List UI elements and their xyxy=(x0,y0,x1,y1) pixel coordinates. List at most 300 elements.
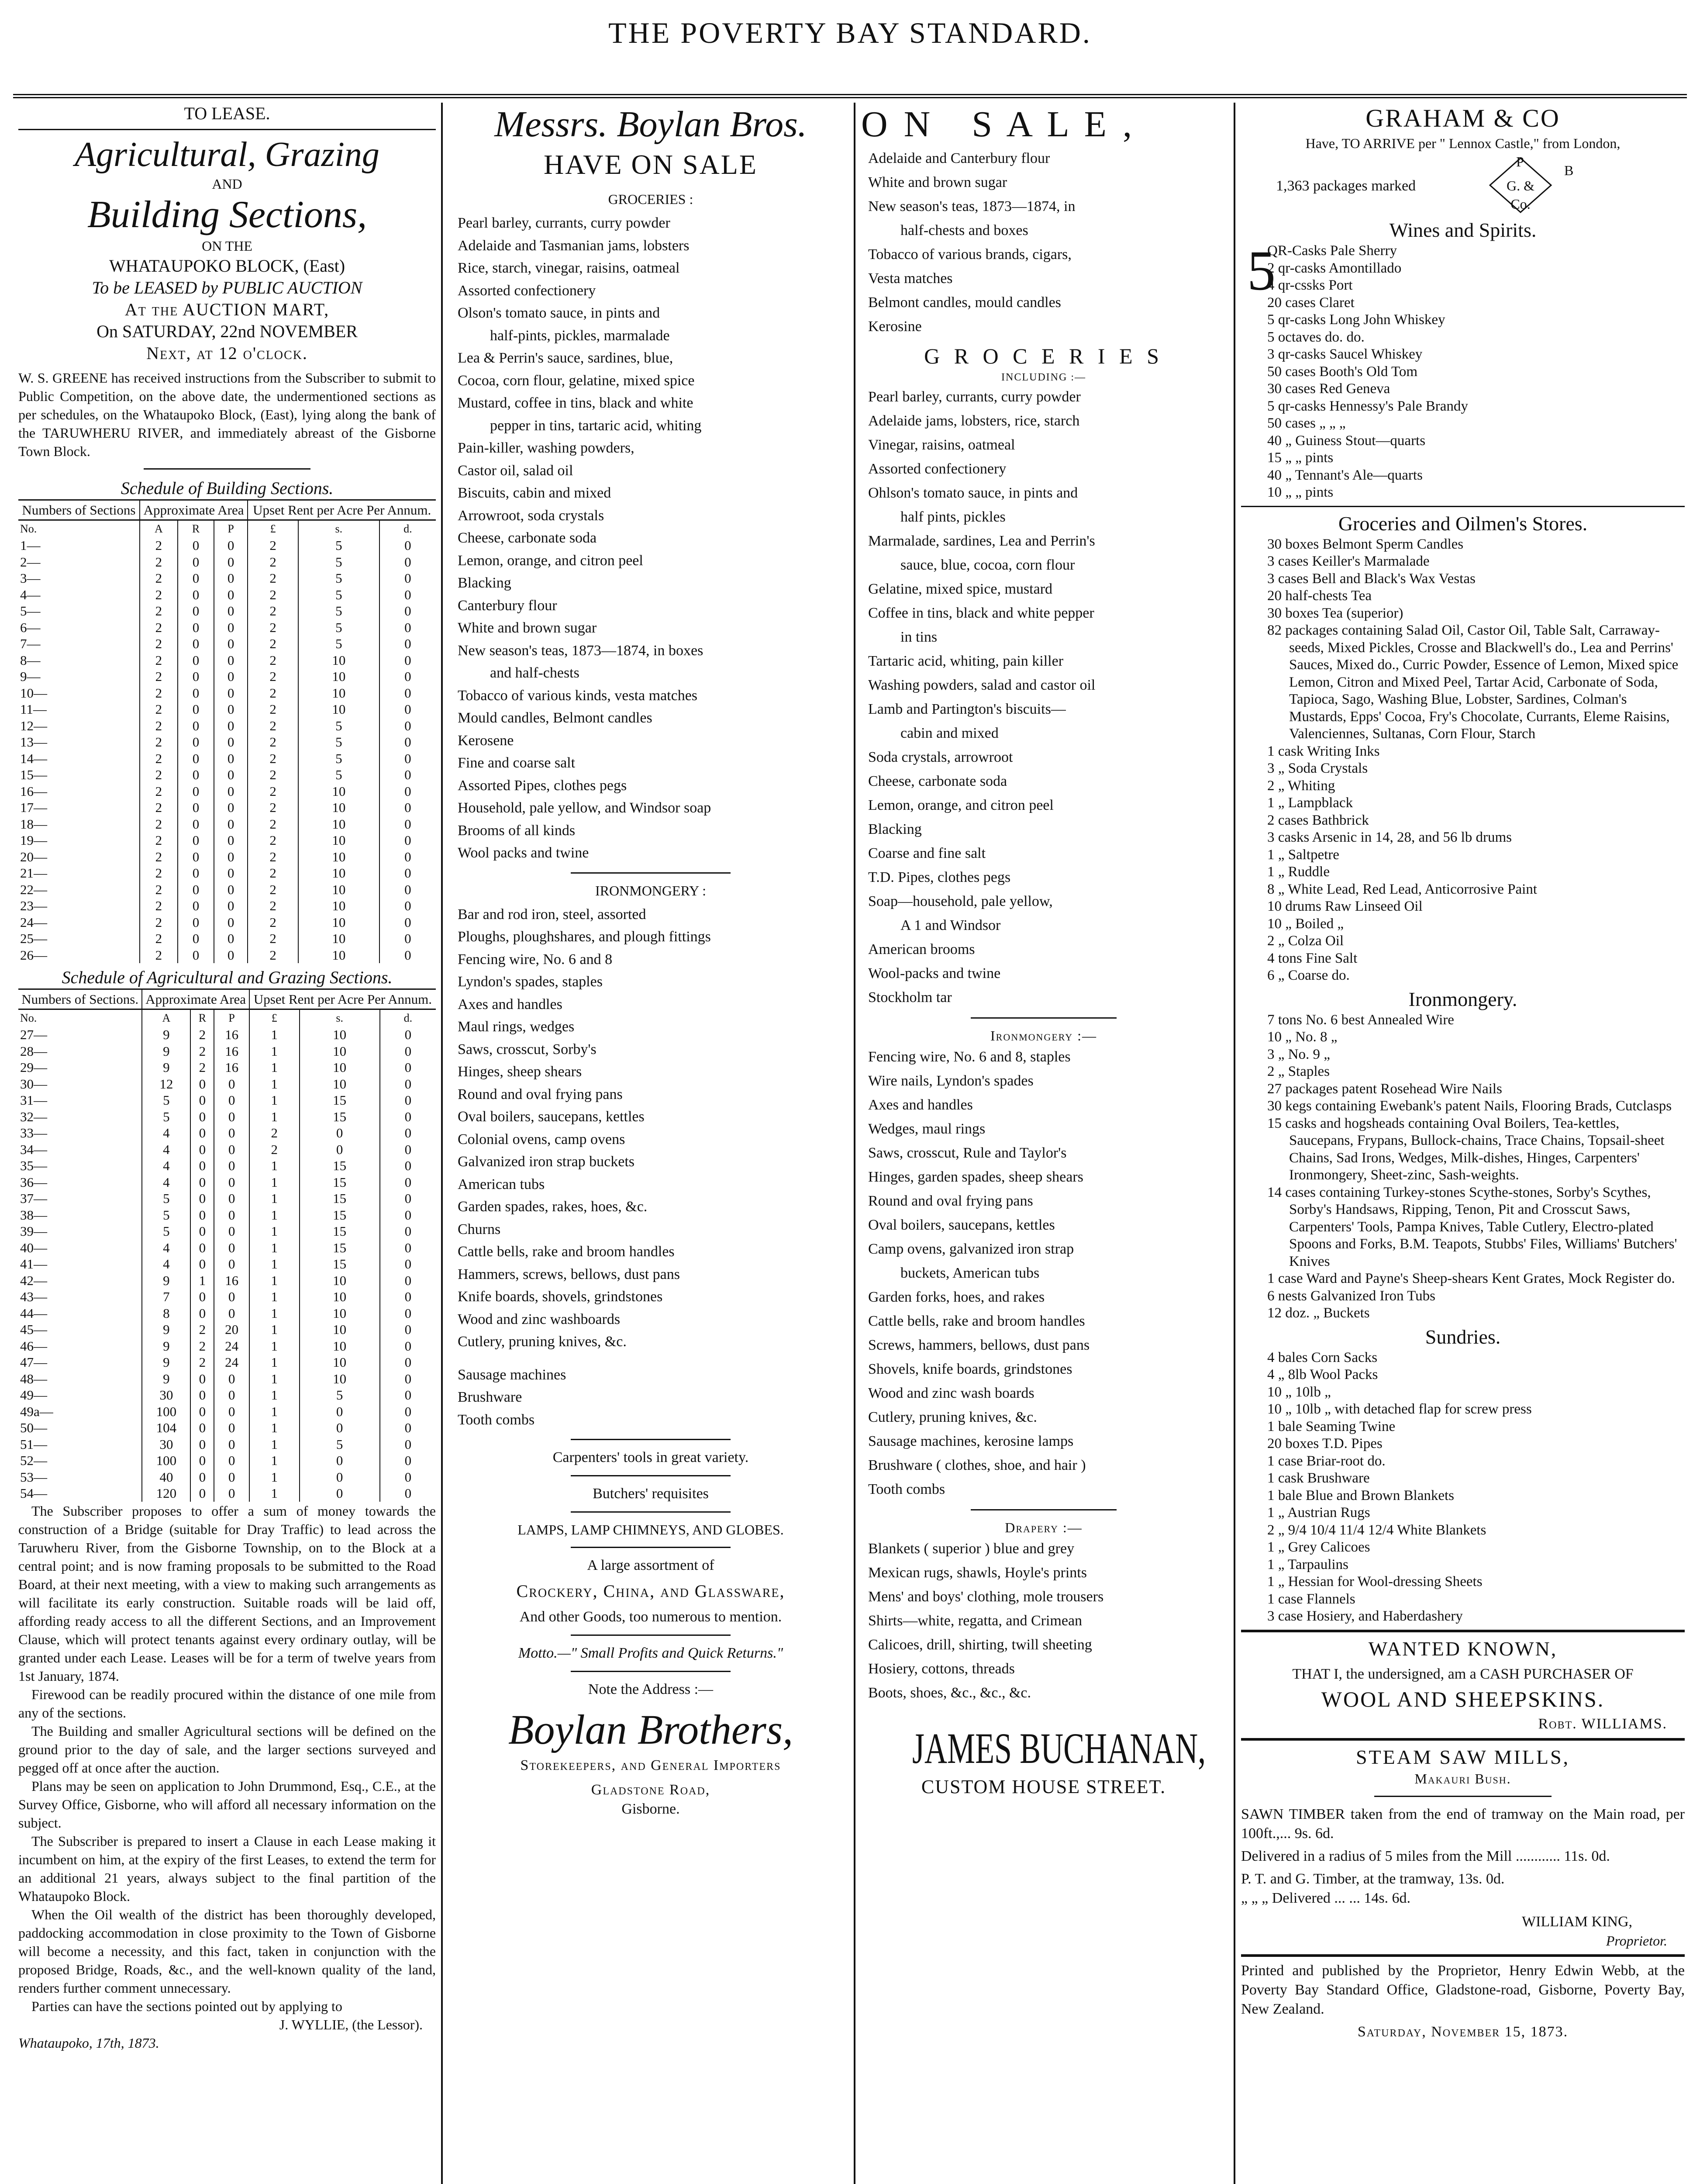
table-cell: 0 xyxy=(214,1420,249,1436)
table-cell: 1 xyxy=(249,1158,300,1174)
table-cell: 16— xyxy=(20,783,47,799)
list-item: Blankets ( superior ) blue and grey xyxy=(868,1541,1075,1557)
table-cell: 2 xyxy=(140,652,178,669)
table-cell: 104 xyxy=(142,1420,190,1436)
table-cell: 5 xyxy=(298,734,379,750)
lease-title-and: AND xyxy=(212,176,242,192)
list-item: 14 cases containing Turkey-stones Scythe-stones, Sorby's Scythes, Sorby's Handsaws, Ripping, Tenon, Pit and Crosscut Saws, Carpenters' Tools, Pampa Knives, Table Cutlery, Electro-plated Spoons and Forks, B.M. Teapots, Stubbs' Files, Williams' Butchers' Knives xyxy=(1267,1184,1677,1269)
proprietor-label: Proprietor. xyxy=(1606,1932,1667,1949)
list-item: Cattle bells, rake and broom handles xyxy=(458,1244,675,1260)
buchanan-footer-name: JAMES BUCHANAN, xyxy=(912,1724,1206,1773)
table-cell: 0 xyxy=(380,1305,436,1322)
table-cell: 0 xyxy=(214,1109,249,1125)
list-item: 10 „ No. 8 „ xyxy=(1267,1029,1338,1045)
table-row xyxy=(18,1092,436,1109)
table-cell: 0 xyxy=(379,767,436,783)
table-row xyxy=(18,1272,436,1289)
table-cell: 0 xyxy=(214,881,248,898)
table-row xyxy=(18,799,436,816)
table-cell: 35— xyxy=(20,1158,47,1173)
table-cell: 0 xyxy=(190,1420,214,1436)
groceries-heading: Groceries and Oilmen's Stores. xyxy=(1338,512,1588,535)
table-cell: 100 xyxy=(142,1403,190,1420)
list-item: Fencing wire, No. 6 and 8 xyxy=(458,951,613,968)
table-row xyxy=(18,1109,436,1125)
table-cell: 10 xyxy=(298,914,379,931)
table-cell: 1 xyxy=(249,1305,300,1322)
ironmongery-list xyxy=(861,1045,1226,1501)
table-row xyxy=(18,1403,436,1420)
list-item: 20 boxes T.D. Pipes xyxy=(1267,1436,1383,1451)
table-row xyxy=(18,1371,436,1387)
table-cell: 14— xyxy=(20,750,47,766)
table-cell: 0 xyxy=(214,1092,249,1109)
table-cell: 0 xyxy=(178,930,214,947)
list-item: Assorted confectionery xyxy=(868,461,1007,477)
wines-list xyxy=(1241,239,1685,501)
list-item: 30 boxes Belmont Sperm Candles xyxy=(1267,536,1464,552)
list-item: 40 „ Tennant's Ale—quarts xyxy=(1267,467,1423,483)
table-cell: 2 xyxy=(140,783,178,800)
table-cell: 0 xyxy=(380,1354,436,1371)
table-cell: 0 xyxy=(380,1436,436,1453)
list-item: 30 cases Red Geneva xyxy=(1267,381,1390,397)
list-item: in tins xyxy=(900,629,938,645)
table-cell: 2 xyxy=(190,1321,214,1338)
table-cell: 0 xyxy=(190,1289,214,1305)
table-cell: 2— xyxy=(20,554,41,570)
list-item: pepper in tins, tartaric acid, whiting xyxy=(490,417,702,434)
table-cell: 0 xyxy=(214,1190,249,1207)
table-cell: 10 xyxy=(298,832,379,849)
table-cell: 0 xyxy=(214,767,248,783)
list-item: 1 cask Writing Inks xyxy=(1267,743,1380,759)
list-item: 27 packages patent Rosehead Wire Nails xyxy=(1267,1081,1502,1097)
wines-block xyxy=(1241,239,1685,501)
list-item: 2 „ Colza Oil xyxy=(1267,933,1344,949)
table-cell: 2 xyxy=(190,1043,214,1060)
boylan-footer-name: Boylan Brothers, xyxy=(508,1706,793,1753)
list-item: Saws, crosscut, Sorby's xyxy=(458,1041,597,1057)
table-cell: 0 xyxy=(380,1092,436,1109)
table-cell: 0 xyxy=(379,587,436,603)
table-cell: 25— xyxy=(20,931,47,946)
table-cell: 0 xyxy=(178,816,214,833)
table-cell: 10 xyxy=(300,1354,380,1371)
table-cell: 0 xyxy=(380,1026,436,1043)
list-item: Assorted Pipes, clothes pegs xyxy=(458,777,627,794)
on-sale-heading: O N S A L E , xyxy=(861,104,1135,145)
table-cell: 7— xyxy=(20,636,41,651)
table-cell: 20 xyxy=(214,1321,249,1338)
table-row xyxy=(18,783,436,800)
table-cell: 0 xyxy=(214,1403,249,1420)
list-item: Gelatine, mixed spice, mustard xyxy=(868,581,1053,597)
table-cell: 46— xyxy=(20,1338,47,1354)
list-item: Lea & Perrin's sauce, sardines, blue, xyxy=(458,350,673,366)
table-cell: 0 xyxy=(214,1256,249,1272)
list-item: American tubs xyxy=(458,1176,545,1192)
table-cell: 2 xyxy=(248,636,298,652)
list-item: 20 cases Claret xyxy=(1267,294,1355,311)
table-cell: 2 xyxy=(140,636,178,652)
table-row xyxy=(18,767,436,783)
table-cell: 10 xyxy=(300,1043,380,1060)
column-buchanan xyxy=(856,103,1231,2184)
list-item: 1 „ Tarpaulins xyxy=(1267,1556,1348,1572)
mark-p: P xyxy=(1516,154,1524,169)
list-item: Round and oval frying pans xyxy=(868,1193,1033,1209)
table-cell: 2 xyxy=(248,849,298,865)
list-item: Wool packs and twine xyxy=(458,845,589,861)
table-cell: 9 xyxy=(142,1354,190,1371)
sawn-timber: SAWN TIMBER taken from the end of tramway on the Main road, per 100ft.,... 9s. 6d. xyxy=(1241,1806,1685,1842)
table-header: Numbers of Sections. xyxy=(18,989,142,1009)
list-item: 1 „ Lampblack xyxy=(1267,795,1353,811)
table-cell: 0 xyxy=(190,1240,214,1256)
list-item: 30 boxes Tea (superior) xyxy=(1267,605,1403,621)
ironmongery-list xyxy=(1241,1012,1685,1322)
list-item: Ploughs, ploughshares, and plough fittings xyxy=(458,929,711,945)
table-row xyxy=(18,718,436,734)
table-cell: 2 xyxy=(140,930,178,947)
list-item: 1 case Briar-root do. xyxy=(1267,1453,1386,1469)
packages-label: 1,363 packages marked xyxy=(1276,178,1416,194)
table-cell: 2 xyxy=(248,685,298,702)
table-cell: 0 xyxy=(178,767,214,783)
table-cell: 0 xyxy=(380,1076,436,1092)
boylan-footer-line: Storekeepers, and General Importers xyxy=(520,1757,781,1773)
mark-b: B xyxy=(1564,162,1574,178)
table-cell: 0 xyxy=(380,1207,436,1223)
groceries-list xyxy=(861,385,1226,1009)
table-cell: 9 xyxy=(142,1059,190,1076)
list-item: Castor oil, salad oil xyxy=(458,462,573,479)
list-item: 2 qr-casks Amontillado xyxy=(1267,260,1402,276)
list-item: Coffee in tins, black and white pepper xyxy=(868,605,1094,621)
table-cell: 0 xyxy=(300,1420,380,1436)
table-row xyxy=(18,1059,436,1076)
table-cell: 10 xyxy=(300,1338,380,1355)
table-cell: 0 xyxy=(380,1387,436,1403)
table-cell: 12— xyxy=(20,718,47,733)
list-item: Tobacco of various brands, cigars, xyxy=(868,246,1072,263)
table-cell: 4 xyxy=(142,1256,190,1272)
lease-title-line1: Agricultural, Grazing xyxy=(75,135,379,174)
table-cell: 2 xyxy=(249,1141,300,1158)
divider xyxy=(571,1511,731,1513)
table-cell: 0 xyxy=(214,1223,249,1240)
list-item: Rice, starch, vinegar, raisins, oatmeal xyxy=(458,260,680,276)
table-cell: 2 xyxy=(248,570,298,587)
table-cell: 1 xyxy=(249,1109,300,1125)
table-row xyxy=(18,734,436,750)
list-item: 6 nests Galvanized Iron Tubs xyxy=(1267,1288,1435,1304)
list-item: 1 „ Hessian for Wool-dressing Sheets xyxy=(1267,1574,1483,1590)
table-cell: 2 xyxy=(140,603,178,619)
divider xyxy=(571,1475,731,1476)
crockery-line: Crockery, China, and Glassware, xyxy=(516,1581,785,1601)
table-cell: 28— xyxy=(20,1043,47,1059)
block-name: WHATAUPOKO BLOCK, (East) xyxy=(109,256,345,276)
divider xyxy=(1241,1954,1685,1957)
list-item: 10 „ 10lb „ with detached flap for screw press xyxy=(1267,1401,1532,1417)
table-cell: 4 xyxy=(142,1174,190,1191)
table-cell: 5 xyxy=(300,1436,380,1453)
paragraph: Parties can have the sections pointed out by applying to xyxy=(31,1998,342,2014)
table-cell: 0 xyxy=(178,865,214,881)
table-cell: 0 xyxy=(379,832,436,849)
list-item: sauce, blue, cocoa, corn flour xyxy=(900,557,1075,573)
table-cell: 11— xyxy=(20,702,47,717)
table-cell: 0 xyxy=(190,1125,214,1141)
table-subheader: R xyxy=(178,520,214,538)
table-cell: 9 xyxy=(142,1026,190,1043)
table-cell: 2 xyxy=(190,1354,214,1371)
table-cell: 0 xyxy=(379,619,436,636)
table-cell: 2 xyxy=(249,1125,300,1141)
table-row xyxy=(18,816,436,833)
table-cell: 0 xyxy=(214,537,248,554)
list-item: White and brown sugar xyxy=(868,174,1007,190)
table-cell: 5 xyxy=(298,750,379,767)
table-cell: 5 xyxy=(298,554,379,570)
table-cell: 2 xyxy=(140,587,178,603)
list-item: A 1 and Windsor xyxy=(900,917,1001,933)
list-item: Shirts—white, regatta, and Crimean xyxy=(868,1613,1083,1629)
table-row xyxy=(18,1452,436,1469)
table-cell: 10 xyxy=(300,1321,380,1338)
column-divider xyxy=(1234,103,1235,2184)
table-cell: 2 xyxy=(140,832,178,849)
table-cell: 0 xyxy=(178,636,214,652)
table-cell: 0 xyxy=(190,1371,214,1387)
table-cell: 0 xyxy=(379,603,436,619)
table-row xyxy=(18,1076,436,1092)
graham-have: Have, TO ARRIVE per " Lennox Castle," from London, xyxy=(1305,135,1621,151)
table-cell: 22— xyxy=(20,881,47,897)
table-row xyxy=(18,1321,436,1338)
table-cell: 1 xyxy=(249,1240,300,1256)
list-item: 7 tons No. 6 best Annealed Wire xyxy=(1267,1012,1454,1028)
table-row xyxy=(18,930,436,947)
table-cell: 37— xyxy=(20,1191,47,1206)
table-cell: 47— xyxy=(20,1355,47,1370)
table-cell: 17— xyxy=(20,800,47,815)
table-cell: 1 xyxy=(249,1059,300,1076)
wanted-text: THAT I, the undersigned, am a CASH PURCHASER OF xyxy=(1292,1666,1634,1682)
divider xyxy=(571,1671,731,1672)
list-item: 1 „ Ruddle xyxy=(1267,864,1330,880)
table-cell: 30 xyxy=(142,1387,190,1403)
list-item: Vesta matches xyxy=(868,270,953,287)
table-cell: 0 xyxy=(214,865,248,881)
table-row xyxy=(18,668,436,685)
table-subheader: P xyxy=(214,520,248,538)
table-cell: 12 xyxy=(142,1076,190,1092)
table-cell: 10 xyxy=(298,881,379,898)
table-subheader: s. xyxy=(300,1009,380,1027)
auction-mart: At the AUCTION MART, xyxy=(124,300,330,319)
list-item: Mustard, coffee in tins, black and white xyxy=(458,395,693,411)
table-row xyxy=(18,1387,436,1403)
list-item: Mexican rugs, shawls, Hoyle's prints xyxy=(868,1565,1087,1581)
table-cell: 0 xyxy=(214,1452,249,1469)
table-cell: 20— xyxy=(20,849,47,864)
table-cell: 0 xyxy=(214,1436,249,1453)
list-item: Olson's tomato sauce, in pints and xyxy=(458,305,660,321)
table-cell: 0 xyxy=(214,1387,249,1403)
table-cell: 0 xyxy=(379,947,436,964)
list-item: Cattle bells, rake and broom handles xyxy=(868,1313,1085,1329)
list-item: 10 „ Boiled „ xyxy=(1267,916,1344,932)
list-item: 30 kegs containing Ewebank's patent Nails, Flooring Brads, Cutclasps xyxy=(1267,1098,1672,1114)
table-cell: 10 xyxy=(298,947,379,964)
table-cell: 0 xyxy=(214,914,248,931)
table-cell: 40— xyxy=(20,1240,47,1255)
list-item: 3 case Hosiery, and Haberdashery xyxy=(1267,1608,1463,1624)
table-cell: 38— xyxy=(20,1207,47,1223)
table-cell: 0 xyxy=(380,1043,436,1060)
table-cell: 5— xyxy=(20,603,41,619)
table-cell: 0 xyxy=(214,652,248,669)
table-cell: 23— xyxy=(20,898,47,913)
williams-signature: Robt. WILLIAMS. xyxy=(1538,1715,1667,1732)
list-item: 5 qr-casks Hennessy's Pale Brandy xyxy=(1267,398,1468,414)
table-cell: 9 xyxy=(142,1371,190,1387)
table-cell: 2 xyxy=(248,914,298,931)
table-cell: 3— xyxy=(20,570,41,586)
table-subheader: £ xyxy=(249,1009,300,1027)
list-item: Stockholm tar xyxy=(868,989,952,1006)
list-item: Mens' and boys' clothing, mole trousers xyxy=(868,1589,1104,1605)
list-item: 20 half-chests Tea xyxy=(1267,588,1372,604)
table-cell: 2 xyxy=(190,1026,214,1043)
makauri-bush: Makauri Bush. xyxy=(1414,1770,1511,1787)
list-item: 4 „ 8lb Wool Packs xyxy=(1267,1367,1378,1382)
table-row xyxy=(18,1420,436,1436)
table-cell: 0 xyxy=(380,1059,436,1076)
list-item: 1 „ Grey Calicoes xyxy=(1267,1539,1370,1555)
table-row xyxy=(18,832,436,849)
table-cell: 0 xyxy=(178,914,214,931)
table-cell: 30 xyxy=(142,1436,190,1453)
list-item: Wire nails, Lyndon's spades xyxy=(868,1073,1034,1089)
table-cell: 120 xyxy=(142,1485,190,1502)
table-cell: 0 xyxy=(380,1158,436,1174)
table-cell: 0 xyxy=(214,930,248,947)
table-cell: 2 xyxy=(248,537,298,554)
groceries-list xyxy=(451,212,851,864)
table-cell: 0 xyxy=(214,898,248,914)
divider xyxy=(571,1635,731,1636)
table-row xyxy=(18,1043,436,1060)
packages-mark xyxy=(1241,152,1685,218)
pt-timber: P. T. and G. Timber, at the tramway, 13s. 0d. xyxy=(1241,1870,1505,1887)
table-cell: 2 xyxy=(190,1338,214,1355)
misc-list xyxy=(451,1364,851,1431)
table-cell: 0 xyxy=(178,652,214,669)
have-on-sale: HAVE ON SALE xyxy=(544,149,758,180)
groceries-heading: G R O C E R I E S xyxy=(924,344,1163,368)
table-cell: 5 xyxy=(142,1223,190,1240)
table-cell: 0 xyxy=(214,1207,249,1223)
table-cell: 5 xyxy=(298,587,379,603)
table-subheader: P xyxy=(214,1009,249,1027)
schedule1-title: Schedule of Building Sections. xyxy=(121,478,334,498)
list-item: 2 „ Staples xyxy=(1267,1064,1330,1079)
table-row xyxy=(18,1469,436,1486)
table-cell: 19— xyxy=(20,833,47,848)
table-cell: 0 xyxy=(379,799,436,816)
list-item: Tobacco of various kinds, vesta matches xyxy=(458,687,698,704)
table-cell: 0 xyxy=(190,1256,214,1272)
table-cell: 10 xyxy=(300,1059,380,1076)
list-item: Hinges, garden spades, sheep shears xyxy=(868,1169,1083,1185)
table-row xyxy=(18,587,436,603)
list-item: 50 cases „ „ „ xyxy=(1267,415,1346,431)
table-row xyxy=(18,750,436,767)
table-cell: 5 xyxy=(142,1092,190,1109)
table-cell: 0 xyxy=(190,1076,214,1092)
list-item: Hinges, sheep shears xyxy=(458,1064,582,1080)
table-cell: 9 xyxy=(142,1338,190,1355)
list-item: Cutlery, pruning knives, &c. xyxy=(868,1409,1037,1425)
list-item: Tooth combs xyxy=(868,1481,945,1497)
list-item: Pain-killer, washing powders, xyxy=(458,440,634,456)
table-cell: 0 xyxy=(300,1485,380,1502)
table-cell: 1 xyxy=(249,1354,300,1371)
list-item: 10 „ „ pints xyxy=(1267,484,1334,500)
table-cell: 0 xyxy=(379,881,436,898)
table-cell: 1 xyxy=(249,1420,300,1436)
table-cell: 2 xyxy=(248,816,298,833)
table-cell: 1 xyxy=(249,1223,300,1240)
table-cell: 0 xyxy=(214,1141,249,1158)
table-cell: 0 xyxy=(380,1469,436,1486)
list-item: Cutlery, pruning knives, &c. xyxy=(458,1334,627,1350)
table-row xyxy=(18,1207,436,1223)
table-cell: 50— xyxy=(20,1420,47,1435)
table-cell: 2 xyxy=(248,767,298,783)
list-item: Belmont candles, mould candles xyxy=(868,294,1061,311)
table-cell: 100 xyxy=(142,1452,190,1469)
divider xyxy=(971,1509,1117,1510)
lessor-signature: J. WYLLIE, (the Lessor). xyxy=(279,2016,423,2032)
table-cell: 40 xyxy=(142,1469,190,1486)
table-cell: 1 xyxy=(249,1321,300,1338)
table-cell: 10 xyxy=(298,816,379,833)
lease-title-line2: Building Sections, xyxy=(87,194,367,236)
table-subheader: No. xyxy=(20,1012,37,1024)
table-cell: 0 xyxy=(300,1141,380,1158)
table-cell: 0 xyxy=(214,1125,249,1141)
steam-saw-mills: STEAM SAW MILLS, xyxy=(1355,1745,1570,1768)
list-item: Washing powders, salad and castor oil xyxy=(868,677,1096,693)
table-cell: 0 xyxy=(214,1076,249,1092)
list-item: Tooth combs xyxy=(458,1411,535,1428)
table-cell: 42— xyxy=(20,1272,47,1288)
list-item: Canterbury flour xyxy=(458,597,557,614)
table-cell: 2 xyxy=(248,799,298,816)
table-cell: 2 xyxy=(140,816,178,833)
wines-heading: Wines and Spirits. xyxy=(1389,219,1537,241)
table-cell: 0 xyxy=(214,816,248,833)
table-row xyxy=(18,619,436,636)
table-cell: 1 xyxy=(249,1207,300,1223)
table-cell: 0 xyxy=(380,1190,436,1207)
divider xyxy=(571,872,731,874)
